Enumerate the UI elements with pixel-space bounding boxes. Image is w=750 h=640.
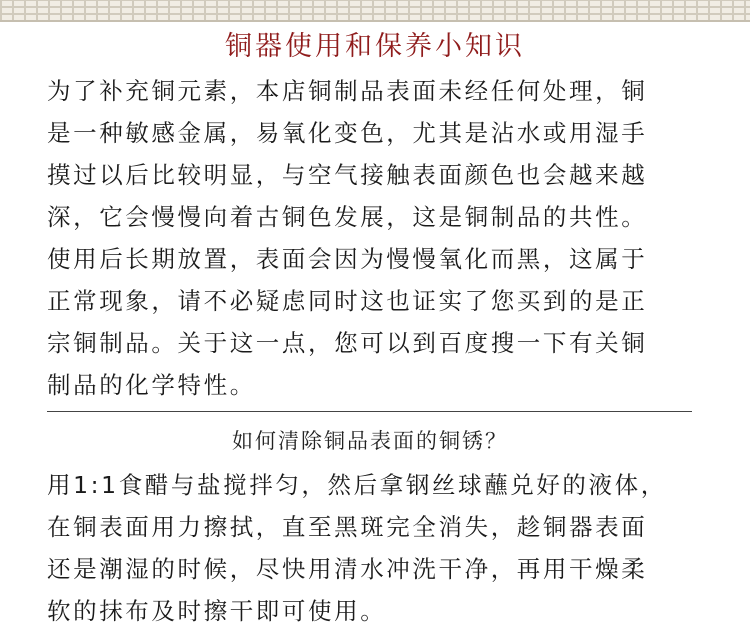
- page-title: 铜器使用和保养小知识: [225, 31, 525, 62]
- section-divider: [47, 411, 692, 412]
- intro-paragraph: 为了补充铜元素，本店铜制品表面未经任何处理，铜 是一种敏感金属，易氧化变色，尤其是沾水或用湿手 摸过以后比较明显，与空气接触表面颜色也会越来越 深，它会慢慢向着古铜色发展，这是铜制品的共性。 使用后长期放置，表面会因为慢慢氧化而黑，这属于 正常现象，请不必疑虑同时这也证实了您买到的是正 宗铜制品。关于这一点，您可以到百度搜一下有关铜 制品的化学特性。: [47, 77, 648, 399]
- cleaning-instructions-paragraph: 用1:1食醋与盐搅拌匀，然后拿钢丝球蘸兑好的液体， 在铜表面用力擦拭，直至黑斑完全消失，趁铜器表面 还是潮湿的时候，尽快用清水冲洗干净，再用干燥柔 软的抹布及时擦干即可使用。: [47, 471, 667, 625]
- decorative-fret-border: [0, 0, 750, 22]
- section-heading: 如何清除铜品表面的铜锈？: [232, 429, 508, 453]
